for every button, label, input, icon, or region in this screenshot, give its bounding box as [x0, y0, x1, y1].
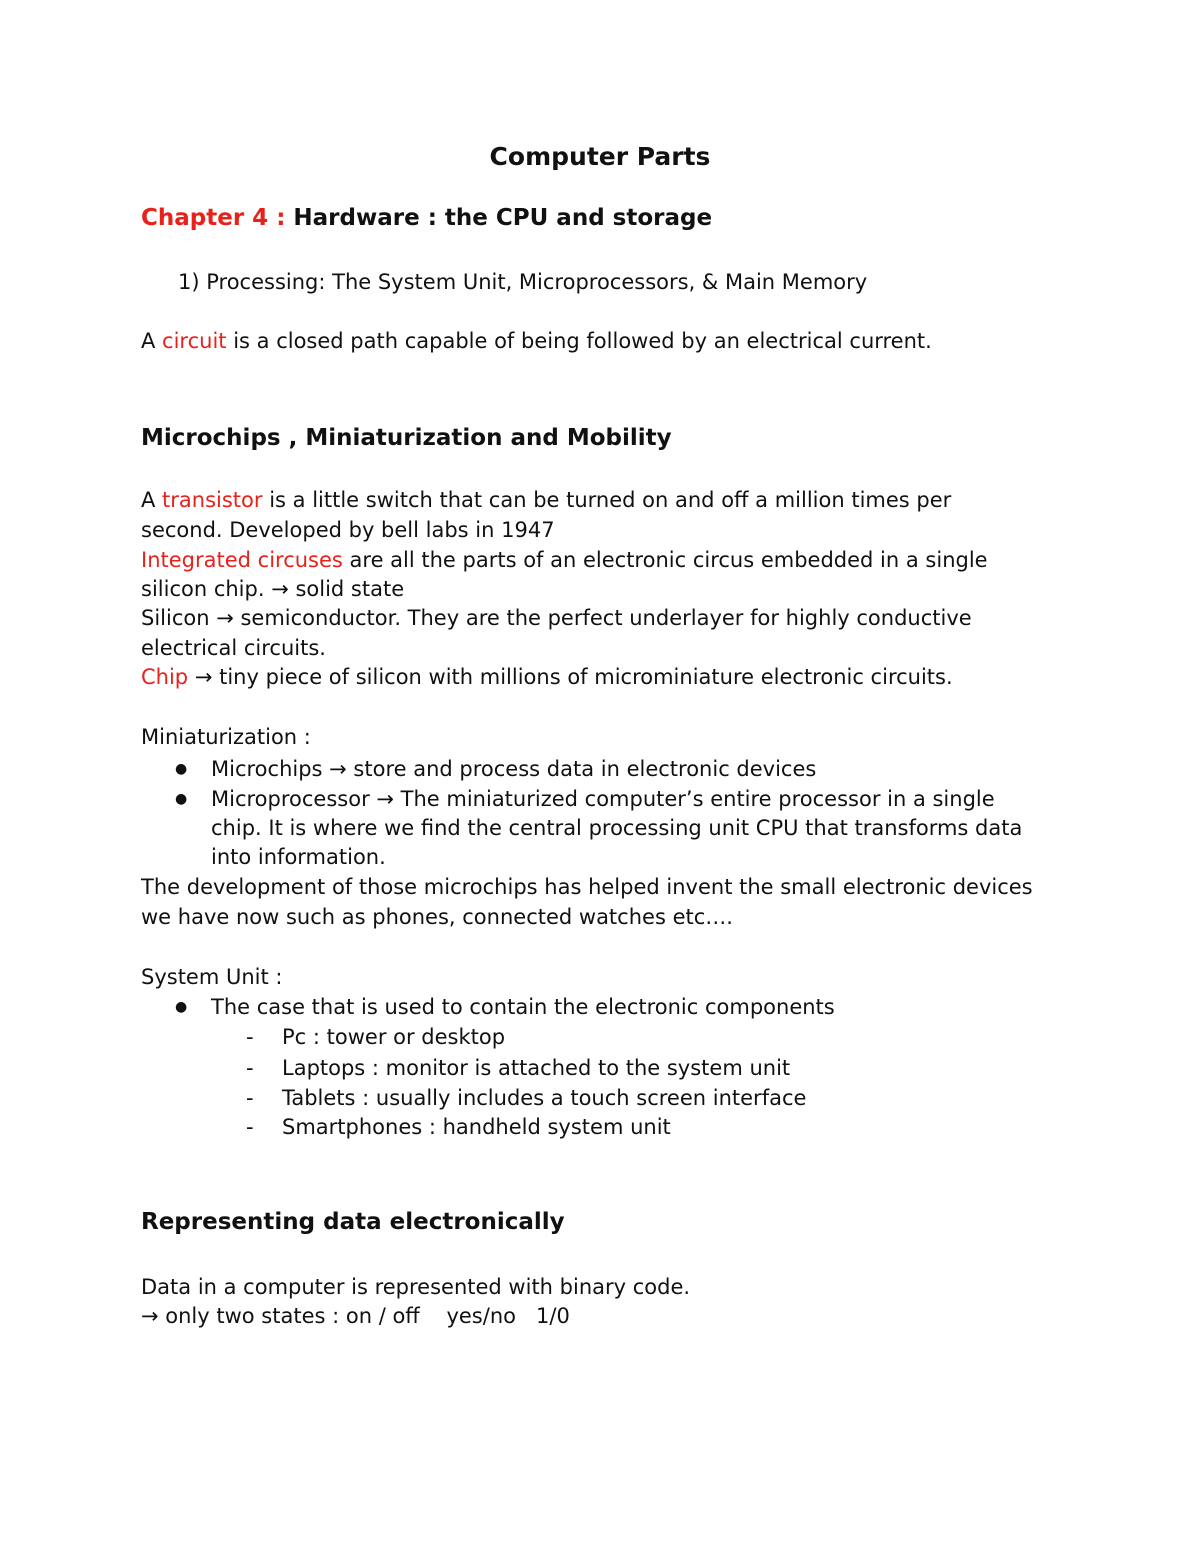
system-unit-item: Pc : tower or desktop [282, 1025, 506, 1049]
microchips-heading: Microchips , Miniaturization and Mobility [141, 425, 672, 451]
silicon-line1: Silicon → semiconductor. They are the perfect underlayer for highly conductive [141, 606, 972, 630]
system-unit-item: Tablets : usually includes a touch screen interface [282, 1086, 807, 1110]
dash-icon: - [246, 1086, 254, 1110]
miniaturization-label: Miniaturization : [141, 725, 311, 749]
chip-definition [141, 662, 953, 692]
development-line2: we have now such as phones, connected watches etc…. [141, 905, 733, 929]
page-title: Computer Parts [489, 142, 711, 171]
circuit-definition [141, 326, 932, 356]
chip-term: Chip [141, 665, 189, 689]
system-unit-bullet1: The case that is used to contain the electronic components [211, 995, 835, 1019]
bullet-icon: ● [175, 999, 188, 1015]
miniaturization-bullet2-line3: into information. [211, 845, 386, 869]
representing-heading: Representing data electronically [141, 1209, 565, 1235]
circuit-term: circuit [162, 329, 227, 353]
dash-icon: - [246, 1115, 254, 1139]
circuit-rest: is a closed path capable of being followed by an electrical current. [226, 329, 932, 353]
transistor-term: transistor [162, 488, 263, 512]
silicon-line2: electrical circuits. [141, 636, 326, 660]
integrated-rest: are all the parts of an electronic circus embedded in a single [342, 548, 988, 572]
integrated-line2: silicon chip. → solid state [141, 577, 405, 601]
miniaturization-bullet2-line2: chip. It is where we find the central processing unit CPU that transforms data [211, 816, 1023, 840]
system-unit-item: Smartphones : handheld system unit [282, 1115, 671, 1139]
bullet-icon: ● [175, 791, 188, 807]
section-processing: 1) Processing: The System Unit, Microprocessors, & Main Memory [178, 270, 868, 294]
transistor-line2: second. Developed by bell labs in 1947 [141, 518, 555, 542]
miniaturization-bullet2-line1: Microprocessor → The miniaturized computer’s entire processor in a single [211, 787, 995, 811]
transistor-definition [141, 485, 951, 515]
dash-icon: - [246, 1056, 254, 1080]
representing-line1: Data in a computer is represented with binary code. [141, 1275, 691, 1299]
chapter-label: Chapter 4 : [141, 205, 286, 231]
chip-rest: → tiny piece of silicon with millions of microminiature electronic circuits. [188, 665, 953, 689]
circuit-prefix: A [141, 329, 163, 353]
miniaturization-bullet1: Microchips → store and process data in electronic devices [211, 757, 817, 781]
system-unit-label: System Unit : [141, 965, 283, 989]
transistor-rest: is a little switch that can be turned on and off a million times per [262, 488, 952, 512]
development-line1: The development of those microchips has helped invent the small electronic devices [141, 875, 1033, 899]
system-unit-item: Laptops : monitor is attached to the system unit [282, 1056, 791, 1080]
transistor-prefix: A [141, 488, 163, 512]
chapter-heading [141, 202, 712, 234]
dash-icon: - [246, 1025, 254, 1049]
bullet-icon: ● [175, 761, 188, 777]
integrated-definition [141, 545, 988, 575]
representing-line2: → only two states : on / off yes/no 1/0 [141, 1304, 570, 1328]
integrated-term: Integrated circuses [141, 548, 343, 572]
chapter-text: Hardware : the CPU and storage [293, 205, 713, 231]
